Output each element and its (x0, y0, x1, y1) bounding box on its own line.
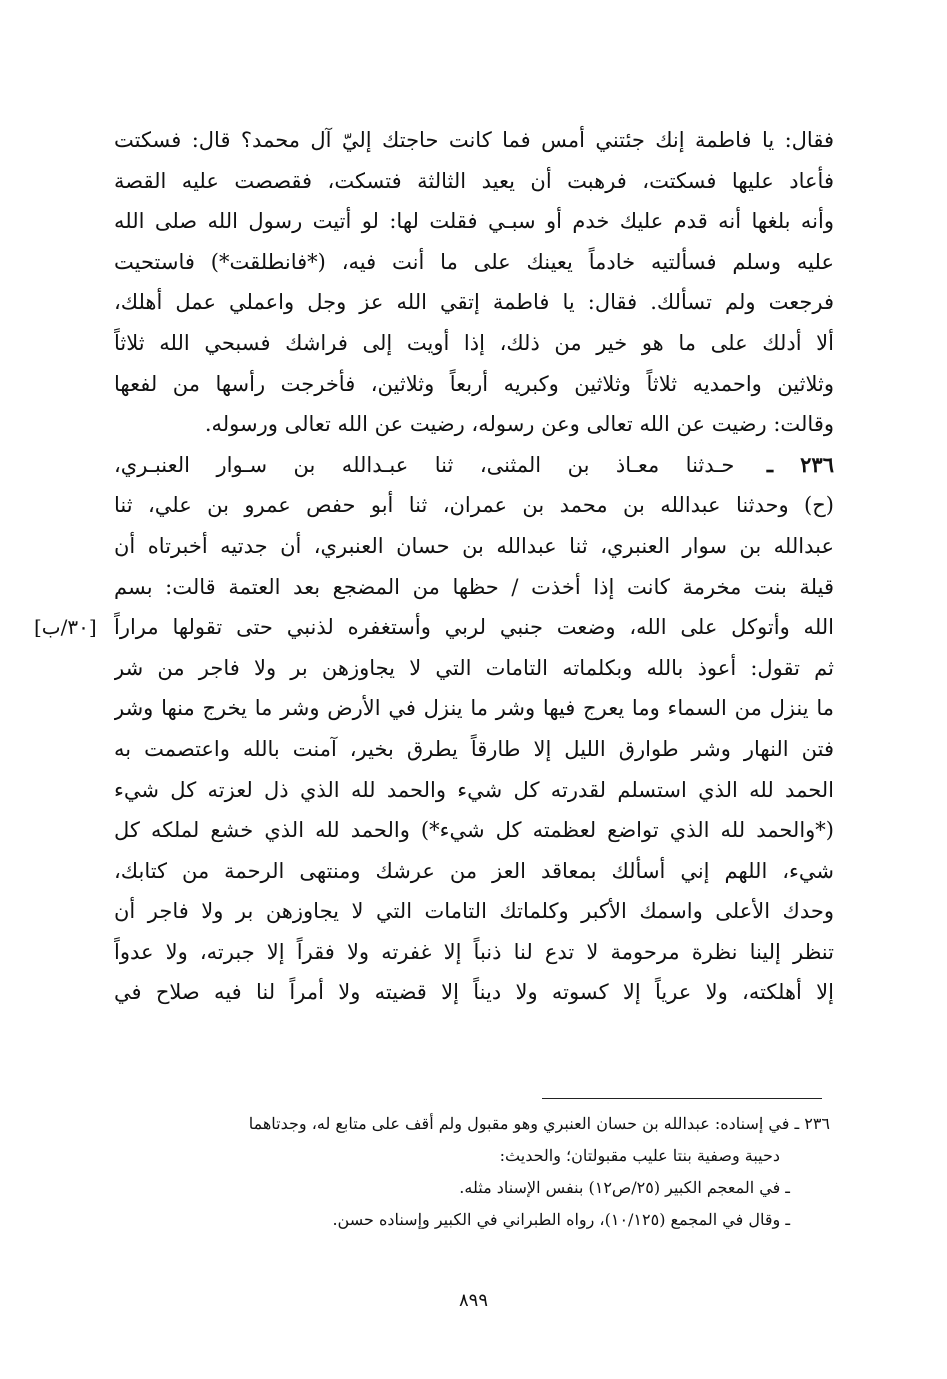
text-line: فتن النهار وشر طوارق الليل إلا طارقاً يطرق بخير، آمنت بالله واعتصمت به (114, 736, 834, 761)
text-line: الحمد لله الذي استسلم لقدرته كل شيء والحمد لله الذي ذل لعزته كل شيء (114, 777, 834, 802)
text-line: وثلاثين واحمديه ثلاثاً وثلاثين وكبريه أربعاً وثلاثين، فأخرجت رأسها من لفعها (114, 371, 834, 396)
text-line: وأنه بلغها أنه قدم عليك خدم أو سبـي فقلت لها: لو أتيت رسول الله صلى الله (114, 209, 834, 234)
text-line: وقالت: رضيت عن الله تعالى وعن رسوله، رضيت عن الله تعالى ورسوله. (204, 412, 834, 437)
footnote-divider (542, 1098, 822, 1099)
page-number: ٨٩٩ (458, 1290, 488, 1311)
text-line: عليه وسلم فسألتيه خادماً يعينك على ما أنت فيه، (*فانطلقت*) فاستحيت (114, 249, 834, 274)
footnote-line: دحيبة وصفية بنتا عليب مقبولتان؛ والحديث: (499, 1146, 780, 1165)
main-text-block (114, 120, 834, 1013)
text-line: شيء، اللهم إني أسألك بمعاقد العز من عرشك ومنتهى الرحمة من كتابك، (114, 858, 834, 883)
text-line: (*والحمد لله الذي تواضع لعظمته كل شيء*) والحمد لله الذي خشع لملكه كل (114, 818, 834, 843)
footnote-line: ٢٣٦ ـ في إسناده: عبدالله بن حسان العنبري وهو مقبول ولم أقف على متابع له، وجدتاهما (248, 1114, 830, 1133)
text-line: إلا أهلكته، ولا عرياً إلا كسوته ولا ديناً إلا قضيته ولا أمراً لنا فيه صلاح في (114, 980, 834, 1005)
text-line: فأعاد عليها فسكتت، فرهبت أن يعيد الثالثة فتسكت، فقصصت عليه القصة (114, 168, 834, 193)
footnote-line: ـ وقال في المجمع (١٠/١٢٥)، رواه الطبراني في الكبير وإسناده حسن. (332, 1210, 790, 1229)
text-line: عبدالله بن سوار العنبري، ثنا عبدالله بن حسان العنبري، أن جدتيه أخبرتاه أن (114, 533, 834, 558)
footnote-line: ـ في المعجم الكبير (٢٥/ص١٢) بنفس الإسناد مثله. (459, 1178, 790, 1197)
footnotes-block (120, 1108, 830, 1236)
hadith-number: ٢٣٦ ـ (766, 451, 834, 477)
text-line: ما ينزل من السماء وما يعرج فيها وشر ما ينزل في الأرض وشر ما يخرج منها وشر (114, 696, 834, 721)
text-line: وحدك الأعلى واسمك الأكبر وكلماتك التامات التي لا يجاوزهن بر ولا فاجر أن (114, 899, 834, 924)
text-line: فرجعت ولم تسألك. فقال: يا فاطمة إتقي الله عز وجل واعملي عمل أهلك، (114, 290, 834, 315)
text-line: فقال: يا فاطمة إنك جئتني أمس فما كانت حاجتك إليّ آل محمد؟ قال: فسكتت (114, 128, 834, 152)
text-line: الله وأتوكل على الله، وضعت جنبي لربي وأستغفره لذنبي حتى تقولها مراراً (114, 615, 834, 640)
text-line: تنظر إلينا نظرة مرحومة لا تدع لنا ذنباً إلا غفرته ولا فقراً إلا جبرته، ولا عدواً (114, 939, 834, 964)
text-line: (ح) وحدثنا عبدالله بن محمد بن عمران، ثنا أبو حفص عمرو بن علي، ثنا (114, 493, 834, 518)
text-line: ثم تقول: أعوذ بالله وبكلماته التامات التي لا يجاوزهن بر ولا فاجر من شر (114, 655, 834, 680)
margin-folio-reference: [٣٠/ب] (34, 615, 97, 639)
text-line: قيلة بنت مخرمة كانت إذا أخذت / حظها من المضجع بعد العتمة قالت: بسم (114, 574, 834, 599)
hadith-heading-line (114, 445, 834, 486)
hadith-first-text: حـدثنا معـاذ بن المثنى، ثنا عبـدالله بن سـوار العنبـري، (114, 452, 735, 477)
text-line: ألا أدلك على ما هو خير من ذلك، إذا أويت إلى فراشك فسبحي الله ثلاثاً (114, 330, 834, 355)
